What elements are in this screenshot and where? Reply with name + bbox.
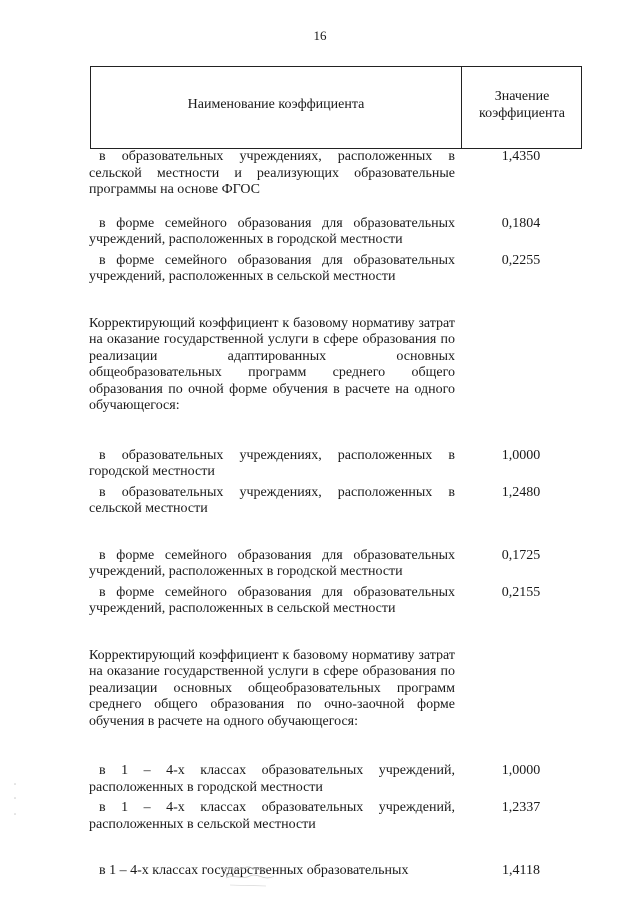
row-text: в 1 – 4-х классах образовательных учреждений, расположенных в городской местности xyxy=(89,763,455,795)
table-row xyxy=(89,548,549,581)
row-value: 1,2480 xyxy=(501,484,541,500)
row-value: 0,1804 xyxy=(501,215,541,231)
page-number: 16 xyxy=(313,28,327,43)
table-row xyxy=(89,800,549,833)
table-row xyxy=(89,253,549,286)
row-text: в форме семейного образования для образовательных учреждений, расположенных в городской местности xyxy=(89,215,455,247)
row-value: 1,4350 xyxy=(501,149,541,164)
row-value: 1,2337 xyxy=(501,800,541,815)
row-text: в форме семейного образования для образовательных учреждений, расположенных в сельской местности xyxy=(89,252,455,284)
row-value: 0,2255 xyxy=(501,252,541,268)
row-value: 1,4118 xyxy=(502,863,540,878)
row-text: в форме семейного образования для образовательных учреждений, расположенных в сельской местности xyxy=(89,584,455,616)
table-row xyxy=(89,763,549,796)
row-text: в образовательных учреждениях, расположенных в сельской местности xyxy=(89,484,455,516)
header-value-line2: коэффициента xyxy=(479,106,565,121)
table-row xyxy=(89,585,549,618)
header-name-label: Наименование коэффициента xyxy=(187,97,365,112)
coefficient-table-body xyxy=(89,149,549,880)
header-value-label xyxy=(462,88,582,122)
row-value: 1,0000 xyxy=(501,447,541,463)
row-text: в 1 – 4-х классах государственных образовательных xyxy=(99,863,409,878)
row-text: в 1 – 4-х классах образовательных учреждений, расположенных в сельской местности xyxy=(89,800,455,832)
table-row xyxy=(89,149,549,199)
table-row xyxy=(89,485,549,518)
header-value-line1: Значение xyxy=(494,89,550,104)
row-text: в образовательных учреждениях, расположенных в сельской местности и реализующих образовательные программы на основе ФГОС xyxy=(89,149,455,197)
table-header xyxy=(90,66,582,149)
row-value: 1,0000 xyxy=(501,763,541,778)
section-heading: Корректирующий коэффициент к базовому нормативу затрат на оказание государственной услуги в сфере образования по реализации основных общеобразовательных программ среднего общего образования по очно-заочной форме обучения в расчете на одного обучающегося: xyxy=(89,647,455,729)
signature-mark xyxy=(218,862,278,892)
row-text: в форме семейного образования для образовательных учреждений, расположенных в городской местности xyxy=(89,547,455,579)
row-value: 0,2155 xyxy=(501,584,541,600)
scan-artifact xyxy=(12,780,18,820)
section-heading: Корректирующий коэффициент к базовому нормативу затрат на оказание государственной услуги в сфере образования по реализации адаптированных основных общеобразовательных программ среднего общего образования по очной форме обучения в расчете на одного обучающегося: xyxy=(89,315,455,413)
table-row xyxy=(89,216,549,249)
table-row xyxy=(89,448,549,481)
table-row xyxy=(89,863,549,880)
row-value: 0,1725 xyxy=(501,547,541,563)
row-text: в образовательных учреждениях, расположенных в городской местности xyxy=(89,447,455,479)
